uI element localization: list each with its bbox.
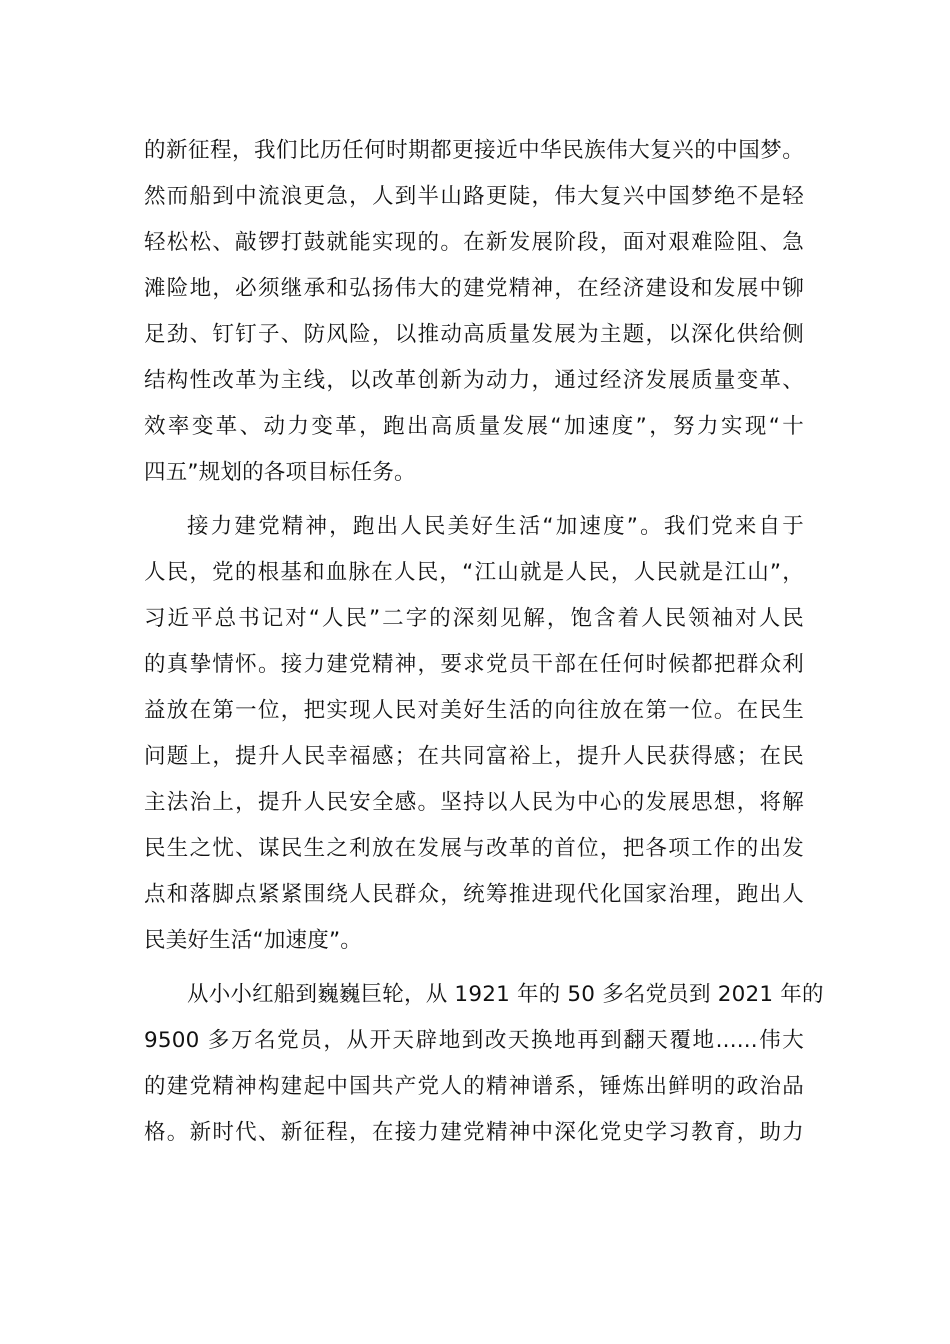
document-body	[144, 128, 824, 1156]
text-line: 从小小红船到巍巍巨轮，从 1921 年的 50 多名党员到 2021 年的	[187, 982, 824, 1007]
paragraph-3	[144, 972, 824, 1156]
text-line: 习近平总书记对“人民”二字的深刻见解，饱含着人民领袖对人民	[144, 606, 804, 631]
text-line: 足劲、钉钉子、防风险，以推动高质量发展为主题，以深化供给侧	[144, 322, 804, 347]
text-line: 轻松松、敲锣打鼓就能实现的。在新发展阶段，面对艰难险阻、急	[144, 230, 804, 255]
text-line: 益放在第一位，把实现人民对美好生活的向往放在第一位。在民生	[144, 698, 804, 723]
text-line: 人民，党的根基和血脉在人民，“江山就是人民，人民就是江山”，	[144, 560, 804, 585]
text-line: 民美好生活“加速度”。	[144, 928, 362, 953]
text-line: 的真挚情怀。接力建党精神，要求党员干部在任何时候都把群众利	[144, 652, 804, 677]
text-line: 的新征程，我们比历任何时期都更接近中华民族伟大复兴的中国梦。	[144, 138, 804, 163]
text-line: 点和落脚点紧紧围绕人民群众，统筹推进现代化国家治理，跑出人	[144, 882, 804, 907]
text-line: 效率变革、动力变革，跑出高质量发展“加速度”，努力实现“十	[144, 414, 804, 439]
text-line: 接力建党精神，跑出人民美好生活“加速度”。我们党来自于	[187, 514, 804, 539]
paragraph-gap	[144, 496, 804, 504]
text-line: 结构性改革为主线，以改革创新为动力，通过经济发展质量变革、	[144, 368, 804, 393]
text-line: 民生之忧、谋民生之利放在发展与改革的首位，把各项工作的出发	[144, 836, 804, 861]
text-line: 然而船到中流浪更急，人到半山路更陡，伟大复兴中国梦绝不是轻	[144, 184, 804, 209]
text-line: 滩险地，必须继承和弘扬伟大的建党精神，在经济建设和发展中铆	[144, 276, 804, 301]
text-line: 9500 多万名党员，从开天辟地到改天换地再到翻天覆地......伟大	[144, 1028, 804, 1053]
text-line: 的建党精神构建起中国共产党人的精神谱系，锤炼出鲜明的政治品	[144, 1074, 804, 1099]
paragraph-2	[144, 504, 804, 964]
text-line: 问题上，提升人民幸福感；在共同富裕上，提升人民获得感；在民	[144, 744, 804, 769]
text-line: 四五”规划的各项目标任务。	[144, 460, 416, 485]
text-line: 主法治上，提升人民安全感。坚持以人民为中心的发展思想，将解	[144, 790, 804, 815]
text-line: 格。新时代、新征程，在接力建党精神中深化党史学习教育，助力	[144, 1120, 804, 1145]
paragraph-gap	[144, 964, 804, 972]
paragraph-1	[144, 128, 804, 496]
